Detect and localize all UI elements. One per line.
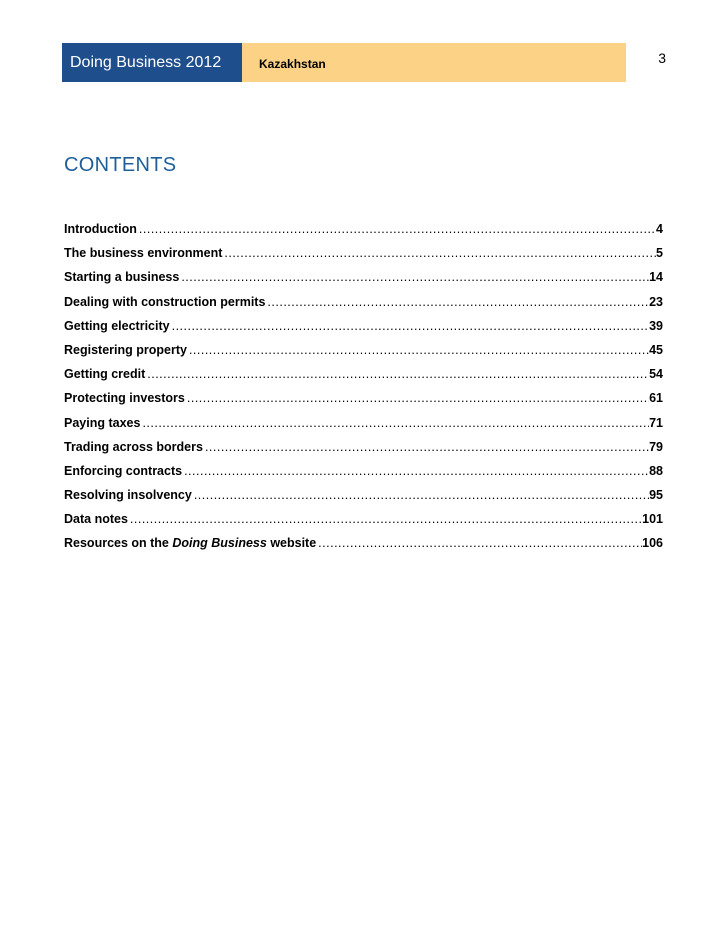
toc-entry-page: 4 bbox=[656, 222, 663, 236]
toc-entry-label: Getting credit bbox=[64, 367, 146, 382]
toc-entry-enforcing-contracts[interactable] bbox=[64, 464, 663, 488]
toc-entry-page: 71 bbox=[649, 415, 663, 430]
toc-entry-label: Introduction bbox=[64, 222, 137, 236]
toc-entry-label-before: Resources on the bbox=[64, 536, 173, 551]
toc-entry-label: The business environment bbox=[64, 246, 223, 261]
toc-entry-label: Starting a business bbox=[64, 270, 180, 285]
toc-entry-introduction[interactable] bbox=[64, 222, 663, 246]
toc-entry-page: 101 bbox=[642, 512, 663, 527]
toc-entry-data-notes[interactable] bbox=[64, 512, 663, 536]
page-header bbox=[62, 43, 626, 82]
toc-dot-leader bbox=[265, 295, 649, 309]
report-title: Doing Business 2012 bbox=[62, 43, 242, 82]
toc-dot-leader bbox=[187, 343, 649, 357]
toc-dot-leader bbox=[316, 536, 642, 550]
toc-dot-leader bbox=[192, 488, 649, 502]
page-number: 3 bbox=[658, 50, 666, 66]
country-name: Kazakhstan bbox=[242, 43, 626, 82]
toc-entry-label: Paying taxes bbox=[64, 415, 141, 430]
toc-dot-leader bbox=[222, 246, 656, 260]
contents-heading: CONTENTS bbox=[64, 154, 177, 176]
toc-entry-label: Resolving insolvency bbox=[64, 488, 192, 503]
toc-entry-label: Registering property bbox=[64, 342, 187, 357]
toc-dot-leader bbox=[182, 464, 649, 478]
toc-entry-page: 61 bbox=[649, 391, 663, 406]
toc-entry-page: 95 bbox=[649, 488, 663, 503]
toc-entry-label: Protecting investors bbox=[64, 391, 185, 406]
toc-entry-page: 54 bbox=[649, 367, 663, 382]
toc-entry-getting-electricity[interactable] bbox=[64, 319, 663, 343]
toc-entry-page: 88 bbox=[649, 463, 663, 478]
toc-entry-label: Getting electricity bbox=[64, 318, 170, 333]
toc-entry-page: 106 bbox=[642, 536, 663, 551]
toc-entry-label: Data notes bbox=[64, 512, 128, 527]
toc-dot-leader bbox=[140, 416, 649, 430]
toc-entry-resolving-insolvency[interactable] bbox=[64, 488, 663, 512]
toc-entry-construction-permits[interactable] bbox=[64, 295, 663, 319]
toc-entry-page: 45 bbox=[649, 342, 663, 357]
toc-entry-getting-credit[interactable] bbox=[64, 367, 663, 391]
toc-entry-label: Enforcing contracts bbox=[64, 463, 183, 478]
toc-dot-leader bbox=[145, 367, 649, 381]
toc-entry-registering-property[interactable] bbox=[64, 343, 663, 367]
toc-entry-protecting-investors[interactable] bbox=[64, 391, 663, 415]
toc-dot-leader bbox=[170, 319, 650, 333]
table-of-contents bbox=[64, 222, 663, 561]
toc-dot-leader bbox=[185, 391, 649, 405]
toc-entry-resources-website[interactable] bbox=[64, 536, 663, 560]
toc-entry-label-italic: Doing Business bbox=[172, 536, 267, 551]
toc-entry-page: 79 bbox=[649, 439, 663, 454]
toc-entry-page: 14 bbox=[649, 270, 663, 285]
toc-entry-page: 5 bbox=[656, 246, 663, 261]
toc-entry-label-after: website bbox=[266, 536, 317, 551]
toc-entry-trading-across-borders[interactable] bbox=[64, 440, 663, 464]
toc-entry-starting-a-business[interactable] bbox=[64, 270, 663, 294]
toc-dot-leader bbox=[128, 512, 642, 526]
toc-entry-label bbox=[64, 536, 316, 550]
toc-entry-page: 39 bbox=[649, 318, 663, 333]
toc-entry-label: Trading across borders bbox=[64, 439, 203, 454]
toc-entry-label: Dealing with construction permits bbox=[64, 294, 266, 309]
toc-dot-leader bbox=[203, 440, 649, 454]
toc-dot-leader bbox=[137, 222, 656, 236]
toc-entry-business-environment[interactable] bbox=[64, 246, 663, 270]
toc-entry-paying-taxes[interactable] bbox=[64, 416, 663, 440]
toc-entry-page: 23 bbox=[649, 294, 663, 309]
toc-dot-leader bbox=[179, 270, 649, 284]
